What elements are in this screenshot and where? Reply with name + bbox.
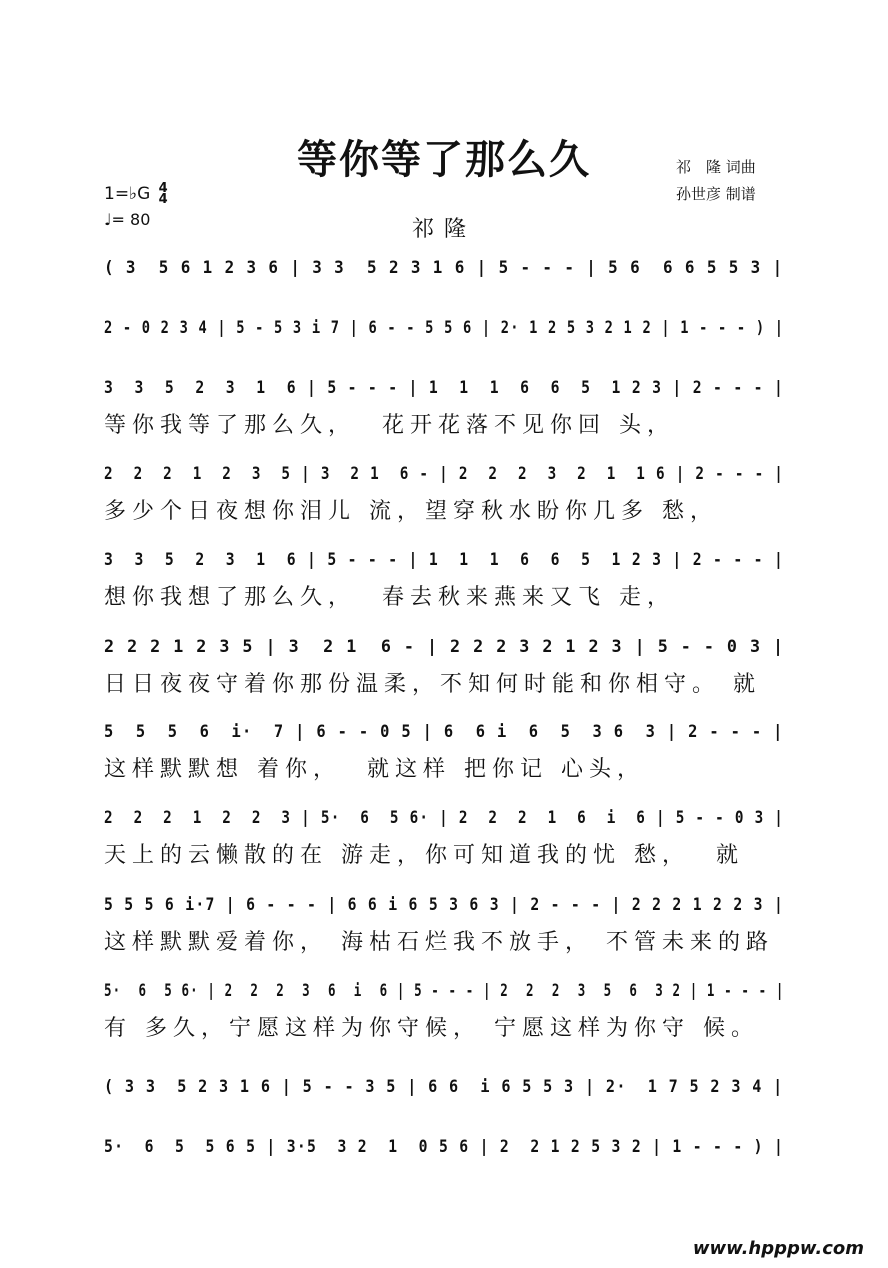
lyric-line: 多少个日夜想你泪儿 流，望穿秋水盼你几多 愁，	[104, 499, 718, 524]
notation-line: 5 5 5 6 i· 7 | 6 - - 0 5 | 6 6 i 6 5 3 6 3 | 2 - - - |	[104, 722, 784, 742]
notation-line: 5· 6 5 6· | 2 2 2 3 6 i 6 | 5 - - - | 2 2 2 3 5 6 3 2 | 1 - - - |	[104, 981, 785, 1001]
lyric-line: 有 多久，宁愿这样为你守候， 宁愿这样为你守 候。	[104, 1016, 759, 1041]
lyric-line: 日日夜夜守着你那份温柔，不知何时能和你相守。 就	[104, 672, 761, 697]
lyric-line: 想你我想了那么久， 春去秋来燕来又飞 走，	[104, 585, 675, 610]
lyric-line: 天上的云懒散的在 游走，你可知道我的忧 愁， 就	[104, 843, 744, 868]
notation-line: 5· 6 5 5 6 5 | 3·5 3 2 1 0 5 6 | 2 2 1 2 5 3 2 | 1 - - - ) |	[104, 1137, 785, 1157]
lyric-line: 等你我等了那么久， 花开花落不见你回 头，	[104, 413, 675, 438]
notation-line: ( 3 5 6 1 2 3 6 | 3 3 5 2 3 1 6 | 5 - - - | 5 6 6 6 5 5 3 |	[104, 258, 784, 278]
lyric-line: 这样默默爱着你， 海枯石烂我不放手， 不管未来的路	[104, 930, 774, 955]
time-sig-bottom: 4	[158, 192, 168, 207]
credit-score: 孙世彦 制谱	[676, 185, 756, 203]
notation-line: 2 2 2 1 2 3 5 | 3 2 1 6 - | 2 2 2 3 2 1 1 6 | 2 - - - |	[104, 464, 785, 484]
credits	[676, 154, 756, 208]
notation-line: 2 2 2 1 2 2 3 | 5· 6 5 6· | 2 2 2 1 6 i 6 | 5 - - 0 3 |	[104, 808, 785, 828]
credit-lyrics: 祁 隆 词曲	[676, 158, 756, 176]
singer-name: 祁隆	[411, 217, 476, 242]
notation-line: ( 3 3 5 2 3 1 6 | 5 - - 3 5 | 6 6 i 6 5 5 3 | 2· 1 7 5 2 3 4 |	[104, 1077, 784, 1097]
lyric-line: 这样默默想 着你， 就这样 把你记 心头，	[104, 757, 645, 782]
notation-line: 3 3 5 2 3 1 6 | 5 - - - | 1 1 1 6 6 5 1 2 3 | 2 - - - |	[104, 550, 785, 570]
key-signature	[104, 183, 168, 205]
notation-line: 3 3 5 2 3 1 6 | 5 - - - | 1 1 1 6 6 5 1 2 3 | 2 - - - |	[104, 378, 785, 398]
key-label: 1=♭G	[104, 184, 151, 204]
notation-line: 5 5 5 6 i·7 | 6 - - - | 6 6 i 6 5 3 6 3 | 2 - - - | 2 2 2 1 2 2 3 |	[104, 895, 785, 915]
time-signature	[159, 183, 168, 205]
song-title: 等你等了那么久	[297, 137, 591, 183]
watermark: www.hpppw.com	[692, 1238, 864, 1259]
time-sig-top: 4	[158, 181, 168, 196]
notation-line: 2 2 2 1 2 3 5 | 3 2 1 6 - | 2 2 2 3 2 1 2 3 | 5 - - 0 3 |	[104, 637, 785, 657]
tempo-marking: ♩= 80	[104, 210, 151, 229]
notation-line: 2 - 0 2 3 4 | 5 - 5 3 i 7 | 6 - - 5 5 6 | 2· 1 2 5 3 2 1 2 | 1 - - - ) |	[104, 318, 785, 338]
